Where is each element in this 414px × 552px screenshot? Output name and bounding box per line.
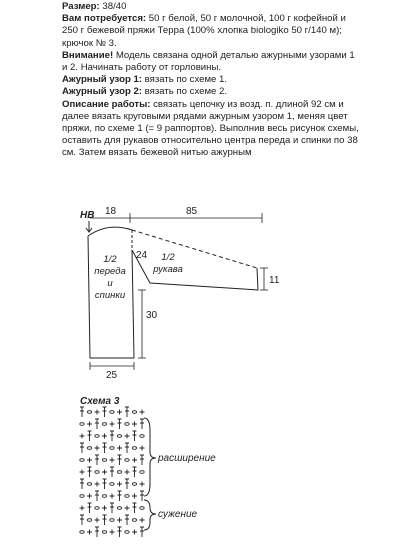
chart-stitch-chain	[140, 471, 144, 474]
pattern2-value: вязать по схеме 2.	[142, 86, 228, 98]
chart-stitch-dc	[95, 455, 99, 465]
chart-stitch-dc	[80, 407, 84, 417]
body-label-line-2: переда	[94, 266, 126, 277]
chart-stitch-chain	[110, 411, 114, 414]
chart-stitch-sc	[132, 422, 137, 427]
chart-stitch-chain	[102, 495, 106, 498]
chart-stitch-chain	[125, 531, 129, 534]
pattern2-label: Ажурный узор 2:	[62, 86, 143, 98]
narrowing-label: сужение	[158, 509, 198, 520]
chart-stitch-dc	[125, 479, 129, 489]
chart-stitch-sc	[102, 506, 107, 511]
chart-stitch-chain	[87, 519, 91, 522]
chart-stitch-dc	[118, 419, 122, 429]
chart-stitch-dc	[133, 503, 137, 513]
chart-stitch-sc	[95, 482, 100, 487]
chart-stitch-chain	[125, 459, 129, 462]
chart-stitch-sc	[80, 470, 85, 475]
dim-24: 24	[136, 250, 148, 261]
body-label-line-1: 1/2	[103, 254, 117, 265]
chart-stitch-chain	[117, 435, 121, 438]
chart-stitch-chain	[102, 531, 106, 534]
attention-label: Внимание!	[62, 49, 114, 61]
chart-stitch-chain	[110, 483, 114, 486]
expansion-brace	[144, 418, 156, 496]
chart-stitch-chain	[110, 447, 114, 450]
chart-stitch-chain	[110, 519, 114, 522]
chart-stitch-dc	[103, 479, 107, 489]
sleeve-top-dashed	[132, 230, 257, 268]
chart-stitch-chain	[95, 507, 99, 510]
chart-stitch-dc	[140, 527, 144, 537]
neckline	[88, 227, 132, 236]
chart-stitch-dc	[103, 443, 107, 453]
chart-stitch-sc	[110, 458, 115, 463]
chart-stitch-chain	[102, 423, 106, 426]
sleeve-label-line-2: рукава	[153, 264, 183, 275]
pattern1-label: Ажурный узор 1:	[62, 74, 143, 86]
dim-25: 25	[106, 370, 118, 381]
chart-stitch-sc	[117, 482, 122, 487]
dim-18: 18	[105, 206, 117, 217]
chart-stitch-sc	[125, 506, 130, 511]
sleeve-label-line-1: 1/2	[161, 252, 175, 263]
chart-stitch-chain	[117, 507, 121, 510]
chart-stitch-dc	[118, 491, 122, 501]
hb-label: НВ	[80, 210, 95, 221]
crochet-chart	[80, 407, 145, 537]
size-value: 38/40	[99, 1, 127, 12]
chart-stitch-chain	[80, 459, 84, 462]
body-label-line-3: и	[107, 278, 113, 289]
chart-stitch-sc	[87, 458, 92, 463]
chart-stitch-sc	[95, 410, 100, 415]
chart-stitch-dc	[133, 467, 137, 477]
expansion-label: расширение	[158, 453, 216, 464]
chart-stitch-chain	[87, 411, 91, 414]
chart-stitch-sc	[132, 494, 137, 499]
hb-arrow	[86, 221, 92, 232]
needed-value: 50 г белой, 50 г молочной, 100 г кофейной и 250 г бежевой пряжи Терра (100% хлопка biologiko 50 г/140 м); крючок № 3.	[62, 13, 346, 49]
pattern1-value: вязать по схеме 1.	[142, 74, 228, 86]
chart-stitch-chain	[87, 483, 91, 486]
chart-stitch-sc	[117, 446, 122, 451]
chart-stitch-sc	[140, 410, 145, 415]
chart-stitch-chain	[95, 435, 99, 438]
chart-stitch-dc	[133, 431, 137, 441]
chart-stitch-sc	[125, 470, 130, 475]
chart-stitch-sc	[95, 446, 100, 451]
chart-stitch-chain	[80, 423, 84, 426]
chart-stitch-chain	[117, 471, 121, 474]
attention-value: Модель связана одной деталью ажурными узорами 1 и 2. Начинать работу от горловины.	[62, 49, 355, 74]
chart-stitch-chain	[80, 495, 84, 498]
chart-stitch-dc	[140, 419, 144, 429]
chart-stitch-dc	[110, 503, 114, 513]
dim-85: 85	[186, 206, 198, 217]
body-label	[94, 254, 126, 301]
chart-stitch-sc	[132, 458, 137, 463]
chart-stitch-sc	[80, 506, 85, 511]
size-label: Размер:	[62, 1, 100, 12]
chart-stitch-sc	[117, 518, 122, 523]
chart-stitch-dc	[125, 515, 129, 525]
chart-stitch-sc	[140, 518, 145, 523]
chart-stitch-chain	[140, 507, 144, 510]
description-label: Описание работы:	[62, 98, 151, 110]
chart-stitch-chain	[102, 459, 106, 462]
narrowing-brace	[144, 500, 156, 530]
chart-stitch-chain	[132, 411, 136, 414]
chart-stitch-dc	[125, 443, 129, 453]
chart-stitch-chain	[80, 531, 84, 534]
chart-stitch-sc	[140, 446, 145, 451]
chart-stitch-dc	[125, 407, 129, 417]
chart-stitch-sc	[110, 494, 115, 499]
chart-stitch-chain	[132, 519, 136, 522]
chart-stitch-sc	[110, 422, 115, 427]
chart-stitch-dc	[95, 491, 99, 501]
sleeve-label	[152, 252, 183, 275]
chart-stitch-dc	[110, 431, 114, 441]
chart-stitch-chain	[132, 447, 136, 450]
scheme-title: Схема 3	[80, 396, 120, 407]
chart-stitch-chain	[125, 495, 129, 498]
chart-stitch-dc	[80, 515, 84, 525]
chart-stitch-sc	[95, 518, 100, 523]
chart-stitch-dc	[95, 419, 99, 429]
description-value: связать цепочку из возд. п. длиной 92 см и далее вязать круговыми рядами ажурным узором 1, меняя цвет пряжи, по схеме 1 (= 9 раппортов). Выполнив весь рисунок схемы, оставить для рукавов относительно центра переда и спинки по 38 см. Затем вязать бежевой нитью ажурным	[62, 98, 359, 159]
chart-stitch-sc	[102, 470, 107, 475]
chart-stitch-dc	[140, 491, 144, 501]
chart-stitch-sc	[140, 482, 145, 487]
chart-stitch-dc	[80, 443, 84, 453]
chart-stitch-dc	[118, 455, 122, 465]
chart-stitch-dc	[103, 515, 107, 525]
needed-label: Вам потребуется:	[62, 13, 147, 25]
dim-30: 30	[146, 310, 158, 321]
chart-stitch-dc	[110, 467, 114, 477]
chart-stitch-chain	[87, 447, 91, 450]
sleeve-outline	[132, 250, 258, 290]
dim-11: 11	[269, 275, 280, 286]
chart-stitch-sc	[87, 530, 92, 535]
chart-stitch-chain	[95, 471, 99, 474]
chart-stitch-sc	[87, 422, 92, 427]
chart-stitch-dc	[140, 455, 144, 465]
chart-stitch-sc	[125, 434, 130, 439]
chart-stitch-sc	[102, 434, 107, 439]
chart-stitch-dc	[80, 479, 84, 489]
chart-stitch-dc	[88, 431, 92, 441]
chart-stitch-dc	[118, 527, 122, 537]
chart-stitch-chain	[140, 435, 144, 438]
chart-stitch-chain	[125, 423, 129, 426]
chart-stitch-dc	[95, 527, 99, 537]
chart-stitch-sc	[110, 530, 115, 535]
chart-stitch-sc	[87, 494, 92, 499]
chart-stitch-chain	[132, 483, 136, 486]
chart-stitch-sc	[80, 434, 85, 439]
chart-stitch-sc	[117, 410, 122, 415]
chart-stitch-dc	[103, 407, 107, 417]
body-label-line-4: спинки	[94, 290, 126, 301]
chart-stitch-dc	[88, 467, 92, 477]
chart-stitch-dc	[88, 503, 92, 513]
chart-stitch-sc	[132, 530, 137, 535]
